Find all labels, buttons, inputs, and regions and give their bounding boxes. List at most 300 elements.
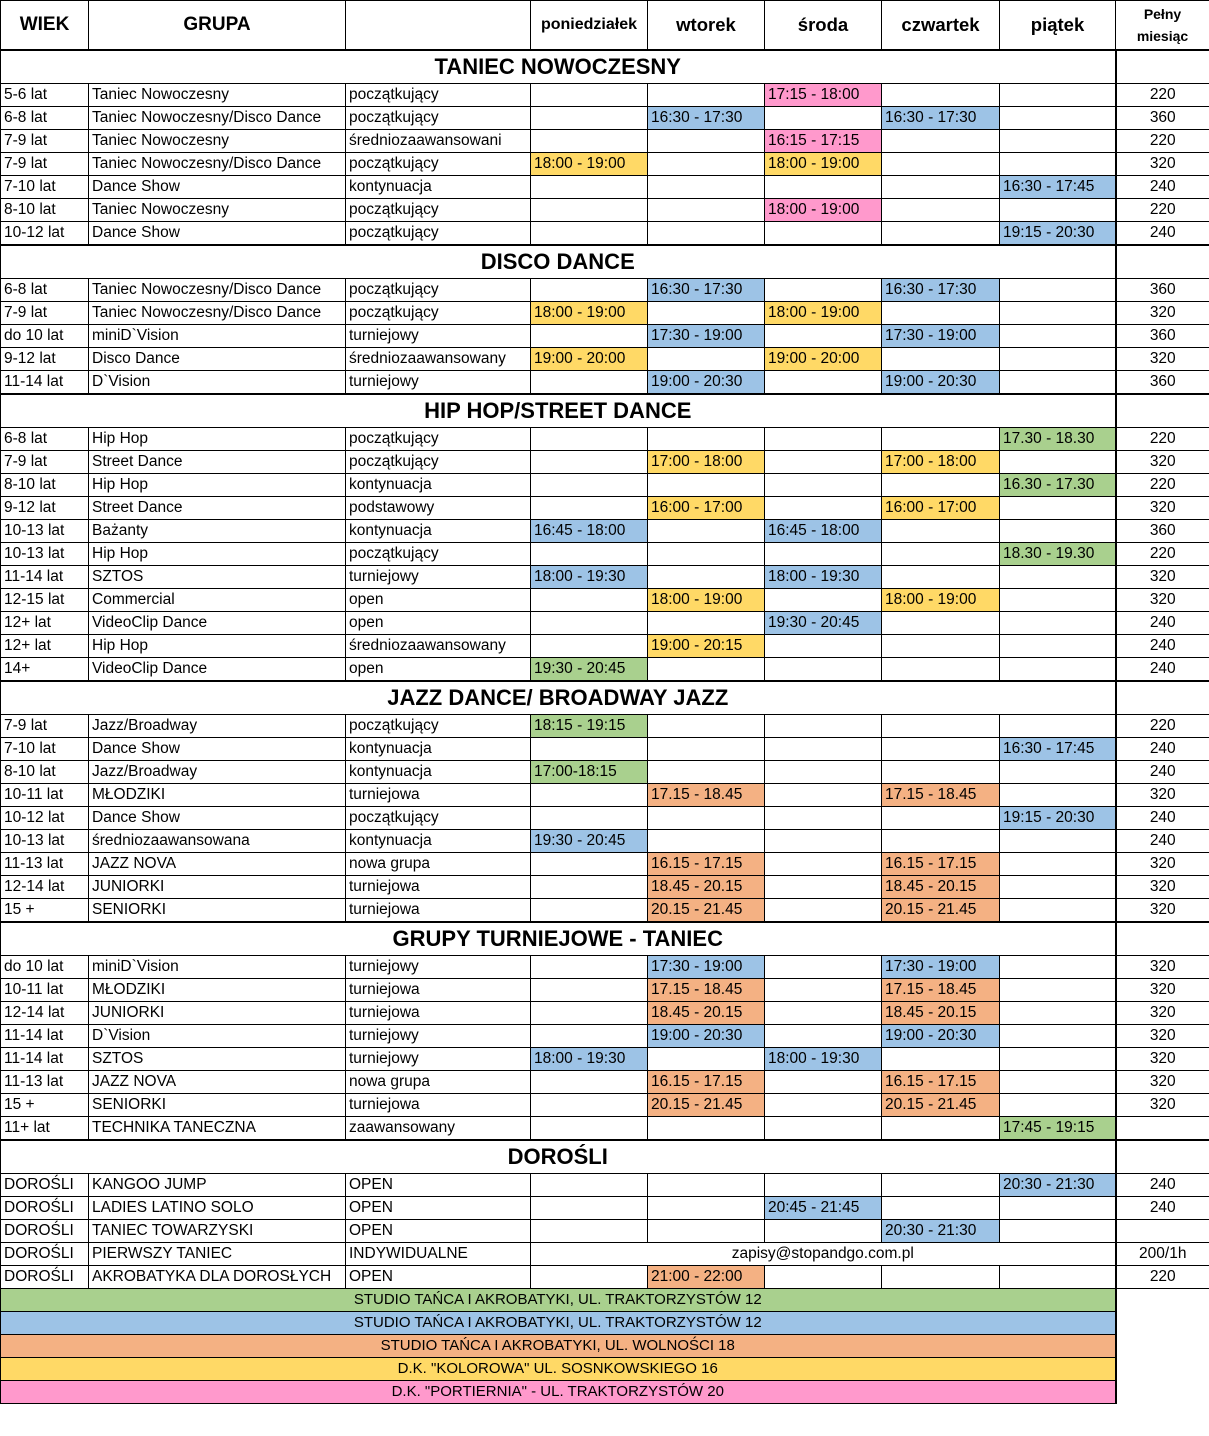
cell-age: 11-14 lat — [1, 371, 89, 395]
cell-time-mon — [531, 1266, 648, 1289]
cell-age: 12-14 lat — [1, 1002, 89, 1025]
cell-time-fri — [1000, 1071, 1116, 1094]
cell-age: 7-9 lat — [1, 153, 89, 176]
cell-price: 320 — [1116, 956, 1209, 979]
section-price-spacer — [1116, 394, 1209, 428]
cell-price: 240 — [1116, 635, 1209, 658]
table-row — [1, 956, 1209, 979]
cell-time-mon: 17:00-18:15 — [531, 761, 648, 784]
cell-group: D`Vision — [89, 371, 346, 395]
cell-time-fri — [1000, 876, 1116, 899]
cell-time-mon — [531, 325, 648, 348]
cell-time-wed — [765, 784, 882, 807]
table-row — [1, 612, 1209, 635]
table-row — [1, 830, 1209, 853]
cell-time-thu — [882, 566, 1000, 589]
section-title: TANIEC NOWOCZESNY — [1, 50, 1116, 84]
cell-group: JAZZ NOVA — [89, 1071, 346, 1094]
cell-group: Hip Hop — [89, 428, 346, 451]
table-row — [1, 222, 1209, 246]
cell-group: Taniec Nowoczesny — [89, 84, 346, 107]
cell-time-fri — [1000, 107, 1116, 130]
cell-group: TECHNIKA TANECZNA — [89, 1117, 346, 1141]
cell-level: turniejowy — [346, 1025, 531, 1048]
cell-age: DOROŚLI — [1, 1220, 89, 1243]
cell-time-tue: 17:30 - 19:00 — [648, 956, 765, 979]
section-header-jazz-dance-broadway-jazz — [1, 681, 1209, 715]
cell-group: SZTOS — [89, 566, 346, 589]
cell-time-fri — [1000, 371, 1116, 395]
cell-group: miniD`Vision — [89, 325, 346, 348]
cell-time-thu — [882, 199, 1000, 222]
cell-time-fri — [1000, 784, 1116, 807]
cell-time-fri — [1000, 130, 1116, 153]
section-price-spacer — [1116, 1140, 1209, 1174]
section-header-hip-hop-street-dance — [1, 394, 1209, 428]
cell-time-fri: 19:15 - 20:30 — [1000, 222, 1116, 246]
table-row — [1, 1197, 1209, 1220]
cell-time-wed: 20:45 - 21:45 — [765, 1197, 882, 1220]
cell-price: 220 — [1116, 428, 1209, 451]
cell-level: turniejowa — [346, 899, 531, 923]
cell-group: Bażanty — [89, 520, 346, 543]
cell-price: 240 — [1116, 738, 1209, 761]
cell-time-mon — [531, 371, 648, 395]
cell-time-thu: 17.15 - 18.45 — [882, 979, 1000, 1002]
cell-time-mon — [531, 222, 648, 246]
cell-level: kontynuacja — [346, 176, 531, 199]
legend-spacer — [1116, 1312, 1209, 1335]
cell-time-tue: 18.45 - 20.15 — [648, 876, 765, 899]
cell-price: 320 — [1116, 853, 1209, 876]
cell-time-tue — [648, 1117, 765, 1141]
cell-time-tue: 17.15 - 18.45 — [648, 784, 765, 807]
cell-time-wed — [765, 738, 882, 761]
cell-time-mon — [531, 956, 648, 979]
cell-time-mon: 16:45 - 18:00 — [531, 520, 648, 543]
cell-time-mon: 18:00 - 19:30 — [531, 1048, 648, 1071]
cell-time-mon — [531, 876, 648, 899]
section-title: DISCO DANCE — [1, 245, 1116, 279]
table-row — [1, 497, 1209, 520]
cell-time-mon — [531, 635, 648, 658]
cell-price: 320 — [1116, 899, 1209, 923]
cell-level: początkujący — [346, 107, 531, 130]
cell-time-mon: 19:30 - 20:45 — [531, 658, 648, 682]
cell-time-tue — [648, 658, 765, 682]
cell-time-tue: 18.45 - 20.15 — [648, 1002, 765, 1025]
cell-time-thu — [882, 1048, 1000, 1071]
cell-age: 6-8 lat — [1, 107, 89, 130]
cell-time-fri — [1000, 761, 1116, 784]
cell-level: open — [346, 658, 531, 682]
cell-age: 11-14 lat — [1, 1025, 89, 1048]
cell-age: 14+ — [1, 658, 89, 682]
cell-time-thu — [882, 520, 1000, 543]
cell-time-wed: 18:00 - 19:30 — [765, 1048, 882, 1071]
cell-time-tue — [648, 199, 765, 222]
cell-group: Taniec Nowoczesny/Disco Dance — [89, 153, 346, 176]
header-day-tue: wtorek — [648, 1, 765, 51]
cell-time-thu: 17.15 - 18.45 — [882, 784, 1000, 807]
cell-level: początkujący — [346, 153, 531, 176]
cell-time-tue — [648, 543, 765, 566]
cell-price: 220 — [1116, 1266, 1209, 1289]
cell-price: 360 — [1116, 371, 1209, 395]
cell-group: Dance Show — [89, 222, 346, 246]
cell-time-tue — [648, 612, 765, 635]
cell-price: 320 — [1116, 451, 1209, 474]
cell-time-fri — [1000, 1197, 1116, 1220]
cell-price: 240 — [1116, 658, 1209, 682]
cell-age: 15 + — [1, 899, 89, 923]
cell-time-thu — [882, 302, 1000, 325]
cell-time-thu — [882, 715, 1000, 738]
cell-price: 320 — [1116, 979, 1209, 1002]
section-price-spacer — [1116, 245, 1209, 279]
cell-level: początkujący — [346, 302, 531, 325]
cell-group: Street Dance — [89, 497, 346, 520]
cell-time-mon — [531, 199, 648, 222]
cell-group: LADIES LATINO SOLO — [89, 1197, 346, 1220]
cell-level: średniozaawansowani — [346, 130, 531, 153]
cell-time-mon: 19:30 - 20:45 — [531, 830, 648, 853]
cell-time-wed — [765, 979, 882, 1002]
cell-time-fri — [1000, 658, 1116, 682]
cell-time-tue — [648, 520, 765, 543]
table-row — [1, 543, 1209, 566]
cell-time-mon — [531, 589, 648, 612]
cell-time-tue — [648, 715, 765, 738]
cell-group: VideoClip Dance — [89, 612, 346, 635]
cell-age: 12-14 lat — [1, 876, 89, 899]
cell-time-fri — [1000, 1220, 1116, 1243]
cell-time-fri — [1000, 451, 1116, 474]
cell-level: open — [346, 589, 531, 612]
cell-level: początkujący — [346, 543, 531, 566]
cell-time-wed — [765, 1117, 882, 1141]
section-price-spacer — [1116, 681, 1209, 715]
cell-group: Dance Show — [89, 807, 346, 830]
cell-time-tue — [648, 1197, 765, 1220]
header-grupa: GRUPA — [89, 1, 346, 51]
cell-level: początkujący — [346, 222, 531, 246]
cell-price — [1116, 1220, 1209, 1243]
cell-time-fri — [1000, 612, 1116, 635]
legend-row — [1, 1289, 1209, 1312]
cell-time-mon — [531, 1174, 648, 1197]
cell-level: kontynuacja — [346, 761, 531, 784]
cell-time-tue: 18:00 - 19:00 — [648, 589, 765, 612]
cell-group: MŁODZIKI — [89, 979, 346, 1002]
cell-time-mon — [531, 543, 648, 566]
table-row — [1, 279, 1209, 302]
table-row — [1, 130, 1209, 153]
cell-time-tue: 19:00 - 20:30 — [648, 1025, 765, 1048]
cell-time-wed: 18:00 - 19:00 — [765, 153, 882, 176]
cell-age: 11-14 lat — [1, 1048, 89, 1071]
table-row — [1, 371, 1209, 395]
cell-time-tue — [648, 566, 765, 589]
cell-time-wed — [765, 715, 882, 738]
cell-time-fri — [1000, 1002, 1116, 1025]
cell-time-thu: 18.45 - 20.15 — [882, 1002, 1000, 1025]
legend-location: STUDIO TAŃCA I AKROBATYKI, UL. TRAKTORZYSTÓW 12 — [1, 1289, 1116, 1312]
legend-row — [1, 1381, 1209, 1404]
table-row — [1, 325, 1209, 348]
cell-price: 220 — [1116, 84, 1209, 107]
cell-level: kontynuacja — [346, 520, 531, 543]
cell-group: Taniec Nowoczesny/Disco Dance — [89, 302, 346, 325]
cell-time-tue: 21:00 - 22:00 — [648, 1266, 765, 1289]
cell-level: OPEN — [346, 1174, 531, 1197]
cell-time-wed — [765, 1094, 882, 1117]
cell-time-mon — [531, 853, 648, 876]
cell-time-wed: 18:00 - 19:00 — [765, 199, 882, 222]
cell-level: kontynuacja — [346, 830, 531, 853]
cell-time-mon — [531, 497, 648, 520]
table-row — [1, 348, 1209, 371]
cell-time-tue — [648, 428, 765, 451]
cell-time-mon — [531, 107, 648, 130]
cell-time-thu: 20:30 - 21:30 — [882, 1220, 1000, 1243]
cell-time-mon — [531, 279, 648, 302]
cell-group: Jazz/Broadway — [89, 715, 346, 738]
cell-age: 7-9 lat — [1, 302, 89, 325]
cell-age: 10-11 lat — [1, 979, 89, 1002]
cell-time-wed — [765, 428, 882, 451]
cell-price: 240 — [1116, 830, 1209, 853]
cell-level: początkujący — [346, 807, 531, 830]
cell-age: 8-10 lat — [1, 761, 89, 784]
cell-age: 7-9 lat — [1, 451, 89, 474]
cell-level: OPEN — [346, 1220, 531, 1243]
cell-time-fri — [1000, 325, 1116, 348]
cell-age: 15 + — [1, 1094, 89, 1117]
legend-spacer — [1116, 1358, 1209, 1381]
cell-level: turniejowa — [346, 1002, 531, 1025]
section-header-grupy-turniejowe-taniec — [1, 922, 1209, 956]
cell-level: turniejowa — [346, 979, 531, 1002]
cell-time-tue: 17:00 - 18:00 — [648, 451, 765, 474]
cell-time-thu: 19:00 - 20:30 — [882, 1025, 1000, 1048]
cell-group: TANIEC TOWARZYSKI — [89, 1220, 346, 1243]
cell-time-wed: 19:30 - 20:45 — [765, 612, 882, 635]
cell-time-fri: 16:30 - 17:45 — [1000, 176, 1116, 199]
cell-time-thu: 16.15 - 17.15 — [882, 1071, 1000, 1094]
cell-group: SZTOS — [89, 1048, 346, 1071]
cell-price: 320 — [1116, 1094, 1209, 1117]
cell-level: open — [346, 612, 531, 635]
table-row — [1, 1002, 1209, 1025]
header-day-fri: piątek — [1000, 1, 1116, 51]
cell-level: turniejowy — [346, 566, 531, 589]
cell-time-fri — [1000, 899, 1116, 923]
cell-time-mon — [531, 451, 648, 474]
cell-time-tue — [648, 130, 765, 153]
cell-age: 10-13 lat — [1, 830, 89, 853]
cell-age: 10-11 lat — [1, 784, 89, 807]
cell-time-wed: 19:00 - 20:00 — [765, 348, 882, 371]
cell-group: Hip Hop — [89, 474, 346, 497]
cell-time-thu — [882, 176, 1000, 199]
cell-price: 220 — [1116, 130, 1209, 153]
cell-age: do 10 lat — [1, 956, 89, 979]
cell-time-thu — [882, 474, 1000, 497]
cell-age: 7-10 lat — [1, 738, 89, 761]
cell-age: 10-12 lat — [1, 222, 89, 246]
cell-group: AKROBATYKA DLA DOROSŁYCH — [89, 1266, 346, 1289]
cell-price: 240 — [1116, 612, 1209, 635]
cell-time-wed — [765, 956, 882, 979]
cell-time-fri — [1000, 302, 1116, 325]
cell-group: Taniec Nowoczesny/Disco Dance — [89, 279, 346, 302]
cell-time-fri — [1000, 520, 1116, 543]
cell-group: Dance Show — [89, 176, 346, 199]
legend-spacer — [1116, 1381, 1209, 1404]
table-row — [1, 589, 1209, 612]
cell-time-wed — [765, 899, 882, 923]
cell-time-thu: 19:00 - 20:30 — [882, 371, 1000, 395]
cell-time-thu: 18.45 - 20.15 — [882, 876, 1000, 899]
cell-age: DOROŚLI — [1, 1174, 89, 1197]
table-row — [1, 474, 1209, 497]
cell-time-wed — [765, 853, 882, 876]
cell-time-thu: 17:30 - 19:00 — [882, 325, 1000, 348]
cell-time-thu — [882, 612, 1000, 635]
cell-time-fri — [1000, 279, 1116, 302]
cell-time-fri — [1000, 566, 1116, 589]
cell-age: 7-10 lat — [1, 176, 89, 199]
cell-age: 6-8 lat — [1, 428, 89, 451]
header-day-wed: środa — [765, 1, 882, 51]
cell-time-thu: 16:30 - 17:30 — [882, 279, 1000, 302]
cell-time-wed — [765, 325, 882, 348]
cell-time-tue — [648, 302, 765, 325]
section-header-disco-dance — [1, 245, 1209, 279]
table-row — [1, 635, 1209, 658]
cell-time-fri: 16.30 - 17.30 — [1000, 474, 1116, 497]
cell-price: 320 — [1116, 1071, 1209, 1094]
cell-price: 320 — [1116, 784, 1209, 807]
table-row — [1, 761, 1209, 784]
cell-level: początkujący — [346, 451, 531, 474]
cell-time-tue: 19:00 - 20:15 — [648, 635, 765, 658]
cell-time-fri: 20:30 - 21:30 — [1000, 1174, 1116, 1197]
cell-level: turniejowy — [346, 956, 531, 979]
cell-time-mon — [531, 84, 648, 107]
cell-level: turniejowa — [346, 876, 531, 899]
table-row — [1, 1071, 1209, 1094]
cell-age: 11+ lat — [1, 1117, 89, 1141]
cell-group: Street Dance — [89, 451, 346, 474]
cell-group: Taniec Nowoczesny — [89, 199, 346, 222]
cell-time-wed: 18:00 - 19:00 — [765, 302, 882, 325]
section-header-taniec-nowoczesny — [1, 50, 1209, 84]
cell-group: Hip Hop — [89, 543, 346, 566]
cell-time-mon — [531, 1094, 648, 1117]
cell-time-tue: 19:00 - 20:30 — [648, 371, 765, 395]
cell-time-tue: 17:30 - 19:00 — [648, 325, 765, 348]
table-row — [1, 1025, 1209, 1048]
cell-price: 320 — [1116, 589, 1209, 612]
cell-level: początkujący — [346, 199, 531, 222]
cell-time-fri — [1000, 199, 1116, 222]
cell-time-fri — [1000, 956, 1116, 979]
table-row — [1, 451, 1209, 474]
cell-time-wed — [765, 279, 882, 302]
cell-age: 11-13 lat — [1, 853, 89, 876]
cell-age: 11-14 lat — [1, 566, 89, 589]
cell-time-wed: 16:15 - 17:15 — [765, 130, 882, 153]
table-row — [1, 153, 1209, 176]
legend-location: STUDIO TAŃCA I AKROBATYKI, UL. TRAKTORZYSTÓW 12 — [1, 1312, 1116, 1335]
cell-time-mon — [531, 738, 648, 761]
cell-level: OPEN — [346, 1266, 531, 1289]
cell-price: 360 — [1116, 279, 1209, 302]
cell-price: 200/1h — [1116, 1243, 1209, 1266]
cell-level: początkujący — [346, 715, 531, 738]
table-row — [1, 876, 1209, 899]
cell-age: 10-12 lat — [1, 807, 89, 830]
table-row — [1, 520, 1209, 543]
cell-time-tue — [648, 84, 765, 107]
cell-time-mon — [531, 1025, 648, 1048]
cell-time-thu — [882, 84, 1000, 107]
cell-price: 320 — [1116, 1002, 1209, 1025]
cell-price: 240 — [1116, 176, 1209, 199]
cell-time-mon — [531, 1071, 648, 1094]
cell-age: 12-15 lat — [1, 589, 89, 612]
cell-age: 8-10 lat — [1, 199, 89, 222]
cell-price: 320 — [1116, 1025, 1209, 1048]
legend-location: D.K. "PORTIERNIA" - UL. TRAKTORZYSTÓW 20 — [1, 1381, 1116, 1404]
cell-time-thu: 20.15 - 21.45 — [882, 899, 1000, 923]
cell-time-mon — [531, 784, 648, 807]
cell-time-tue: 20.15 - 21.45 — [648, 899, 765, 923]
table-row — [1, 1220, 1209, 1243]
cell-time-thu: 20.15 - 21.45 — [882, 1094, 1000, 1117]
table-row — [1, 1117, 1209, 1141]
cell-time-thu — [882, 658, 1000, 682]
cell-time-tue: 20.15 - 21.45 — [648, 1094, 765, 1117]
cell-age: 10-13 lat — [1, 543, 89, 566]
cell-time-wed: 17:15 - 18:00 — [765, 84, 882, 107]
cell-time-fri — [1000, 979, 1116, 1002]
section-title: DOROŚLI — [1, 1140, 1116, 1174]
cell-time-thu — [882, 153, 1000, 176]
cell-level: turniejowa — [346, 1094, 531, 1117]
cell-age: DOROŚLI — [1, 1266, 89, 1289]
cell-group: Hip Hop — [89, 635, 346, 658]
table-row — [1, 566, 1209, 589]
cell-time-tue — [648, 348, 765, 371]
cell-group: JAZZ NOVA — [89, 853, 346, 876]
cell-level: początkujący — [346, 279, 531, 302]
cell-time-fri — [1000, 830, 1116, 853]
cell-time-mon — [531, 428, 648, 451]
cell-group: Commercial — [89, 589, 346, 612]
cell-time-thu: 16:00 - 17:00 — [882, 497, 1000, 520]
cell-time-fri — [1000, 1266, 1116, 1289]
legend-location: STUDIO TAŃCA I AKROBATYKI, UL. WOLNOŚCI 18 — [1, 1335, 1116, 1358]
section-title: GRUPY TURNIEJOWE - TANIEC — [1, 922, 1116, 956]
cell-time-wed — [765, 589, 882, 612]
cell-time-mon: 19:00 - 20:00 — [531, 348, 648, 371]
cell-time-mon: 18:00 - 19:30 — [531, 566, 648, 589]
cell-time-mon — [531, 1220, 648, 1243]
cell-time-wed — [765, 876, 882, 899]
